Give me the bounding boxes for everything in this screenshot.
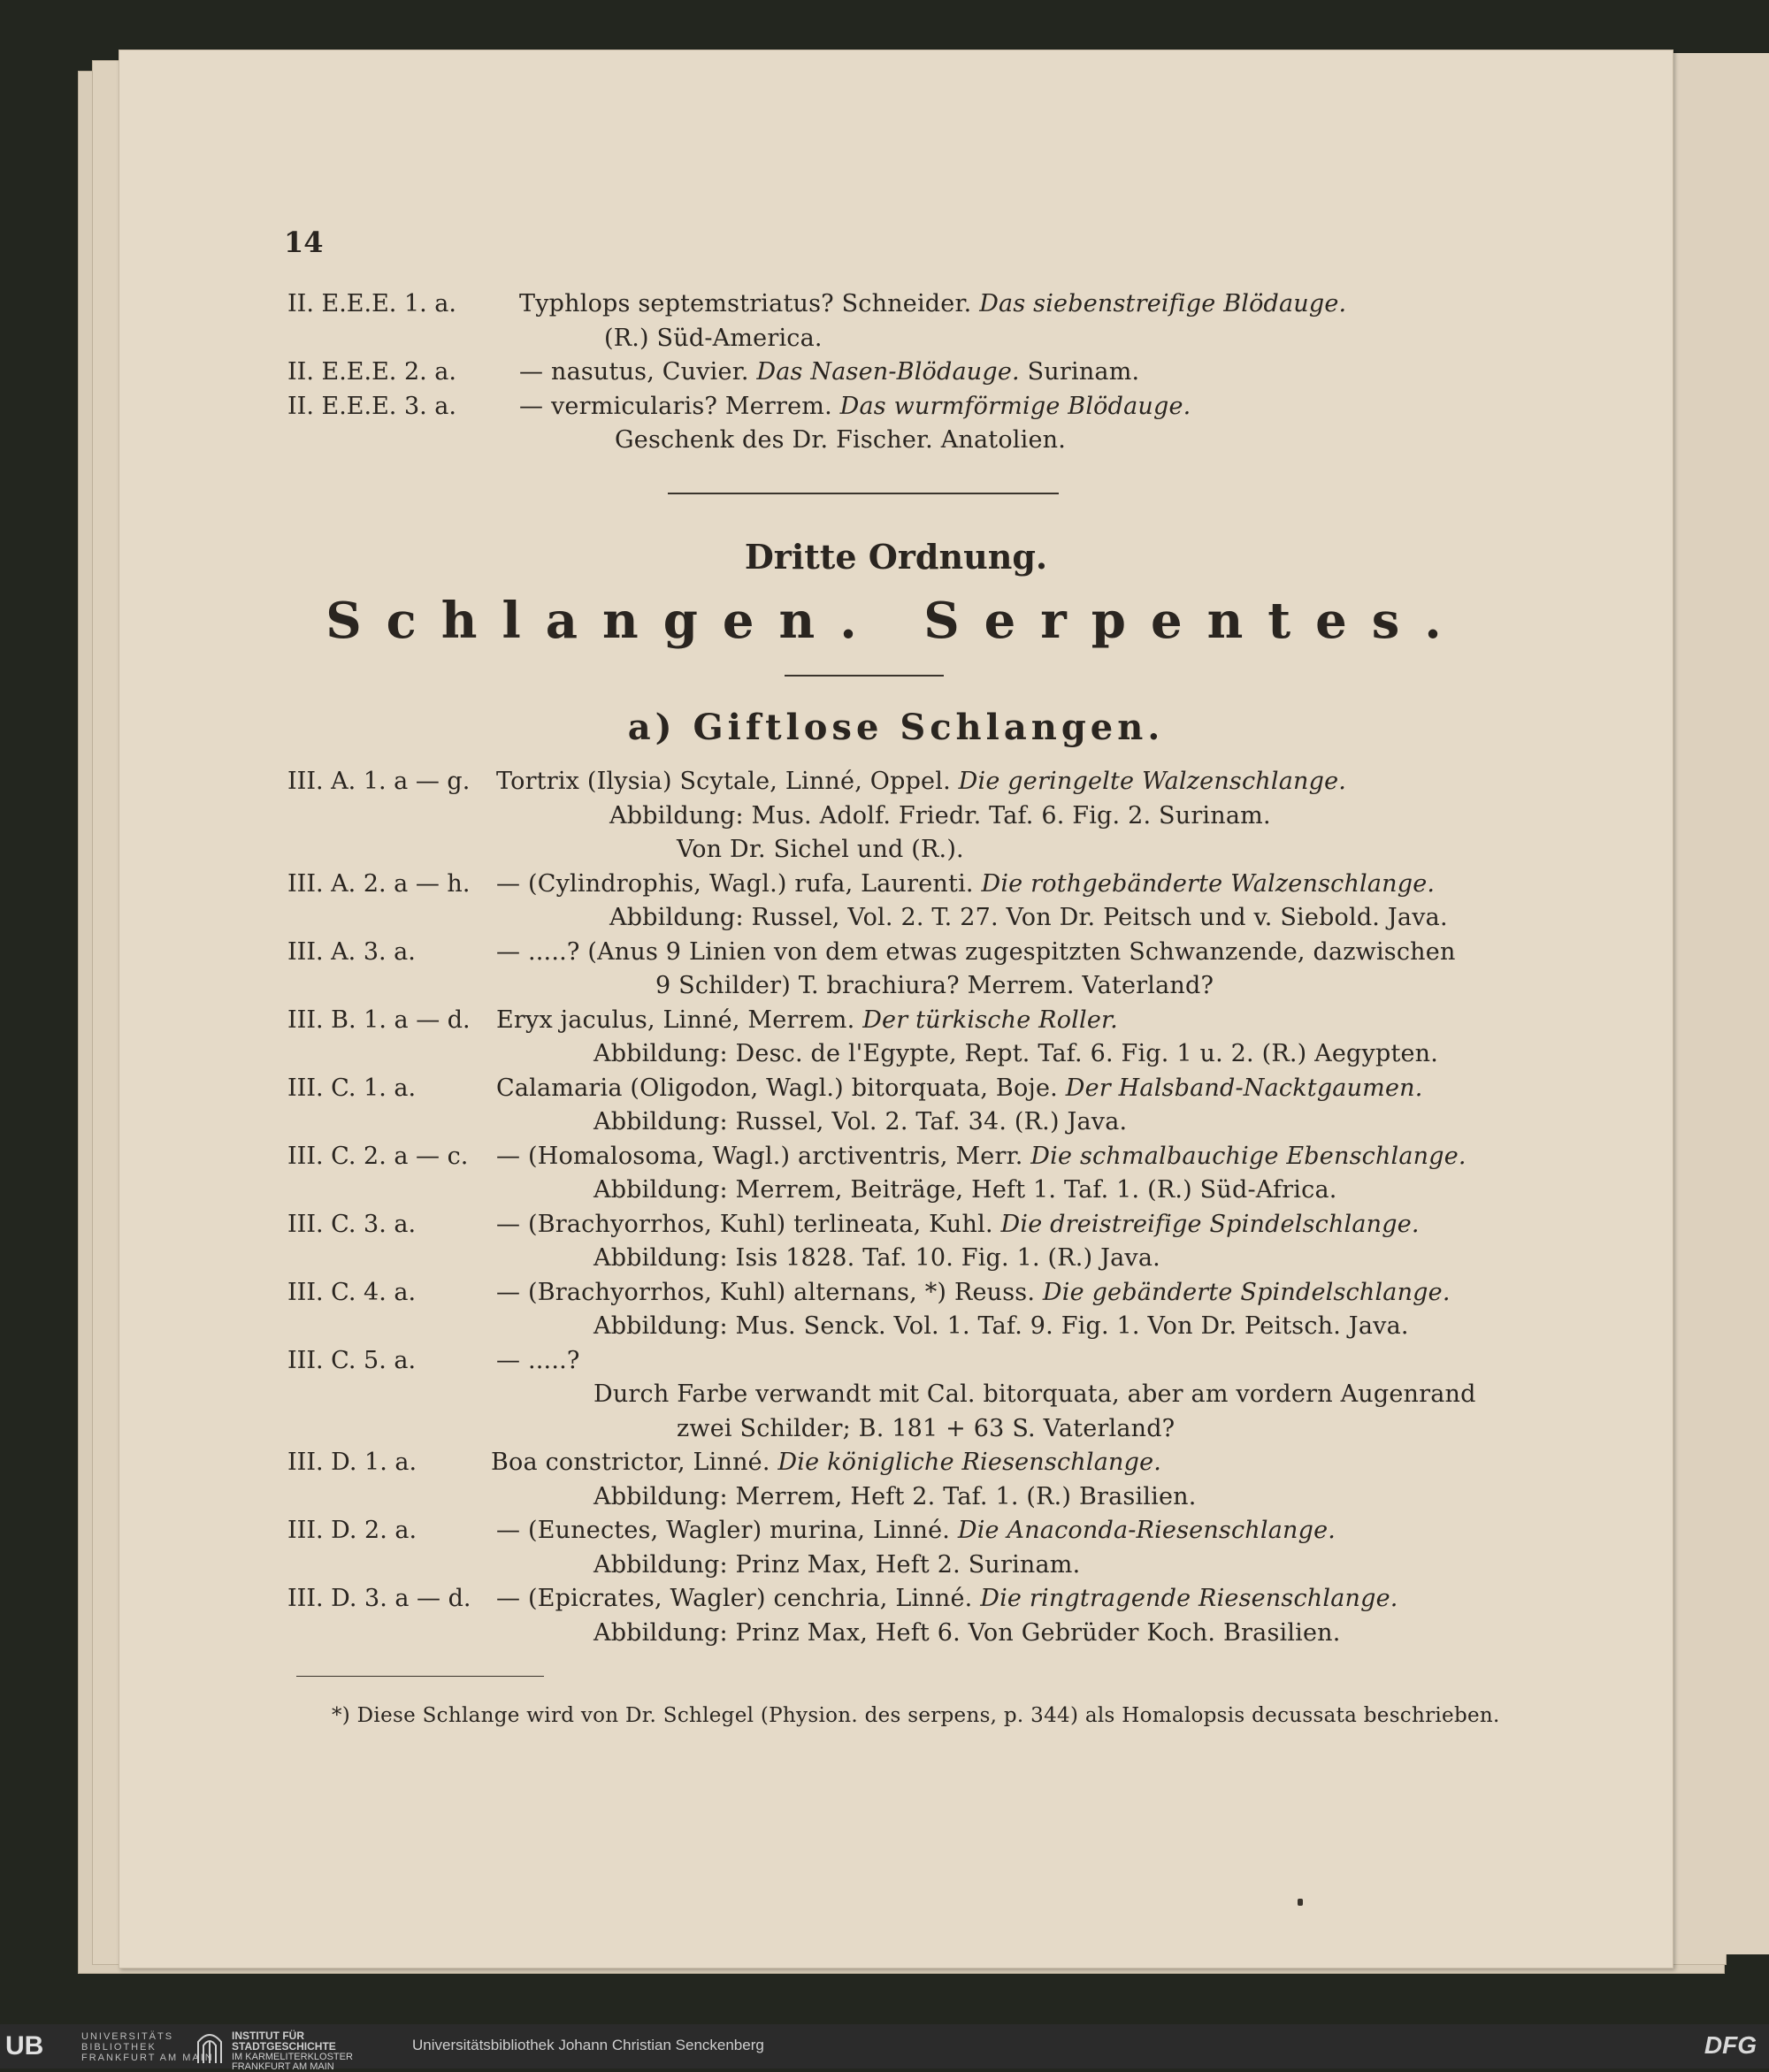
common-name: Das siebenstreifige Blödauge. — [979, 290, 1347, 317]
page-number: 14 — [284, 226, 324, 259]
entry-detail-line — [593, 1482, 1197, 1512]
entry-code: III. C. 1. a. — [287, 1074, 417, 1102]
entry-detail-line — [609, 903, 1448, 933]
entry-code: III. A. 1. a — g. — [287, 768, 471, 795]
entry-text: — (Cylindrophis, Wagl.) rufa, Laurenti. — [496, 869, 982, 898]
ub-logo-subtitle: UNIVERSITÄTS BIBLIOTHEK FRANKFURT AM MAIN — [81, 2031, 214, 2063]
scanned-page — [119, 50, 1673, 1969]
entry-species-line — [519, 392, 1191, 422]
entry-species-line — [496, 1584, 1398, 1614]
entry-detail-line — [677, 1414, 1175, 1444]
big-title: Schlangen. Serpentes. — [325, 592, 1467, 650]
common-name: Die ringtragende Riesenschlange. — [980, 1585, 1398, 1612]
common-name: Die Anaconda-Riesenschlange. — [957, 1517, 1336, 1544]
entry-code: II. E.E.E. 1. a. — [287, 290, 456, 317]
entry-text: Abbildung: Mus. Senck. Vol. 1. Taf. 9. Fig. 1. Von Dr. Peitsch. Java. — [593, 1312, 1409, 1340]
entry-text: Durch Farbe verwandt mit Cal. bitorquata, aber am vordern Augenrand — [593, 1380, 1476, 1408]
entry-detail-line — [593, 1311, 1409, 1342]
entry-species-line — [496, 1142, 1467, 1172]
common-name: Die schmalbauchige Ebenschlange. — [1030, 1142, 1467, 1170]
common-name: Das wurmförmige Blödauge. — [839, 392, 1191, 420]
entry-species-line — [496, 767, 1346, 797]
entry-detail-line — [609, 801, 1271, 831]
common-name: Der Halsband-Nacktgaumen. — [1065, 1074, 1423, 1102]
common-name: Die geringelte Walzenschlange. — [958, 768, 1347, 795]
entry-text: Abbildung: Merrem, Heft 2. Taf. 1. (R.) Brasilien. — [593, 1482, 1197, 1510]
entry-text: Abbildung: Prinz Max, Heft 6. Von Gebrüder Koch. Brasilien. — [593, 1618, 1341, 1647]
entry-code: III. C. 2. a — c. — [287, 1142, 469, 1170]
entry-code: III. D. 1. a. — [287, 1449, 417, 1476]
entry-code: III. C. 4. a. — [287, 1278, 417, 1306]
entry-text: Von Dr. Sichel und (R.). — [677, 836, 964, 863]
entry-code: III. A. 3. a. — [287, 937, 416, 966]
entry-detail-line — [593, 1175, 1337, 1205]
entry-text: — vermicularis? Merrem. — [519, 392, 840, 420]
entry-species-line — [519, 357, 1139, 387]
entry-text: Abbildung: Prinz Max, Heft 2. Surinam. — [593, 1550, 1081, 1579]
entry-code: III. C. 3. a. — [287, 1210, 417, 1238]
entry-text: Abbildung: Desc. de l'Egypte, Rept. Taf. 6. Fig. 1 u. 2. (R.) Aegypten. — [593, 1040, 1439, 1067]
entry-text: Abbildung: Russel, Vol. 2. Taf. 34. (R.) Java. — [593, 1108, 1128, 1135]
entry-code: III. C. 5. a. — [287, 1346, 417, 1374]
entry-species-line — [519, 289, 1346, 319]
entry-detail-line — [593, 1107, 1127, 1137]
entry-text: Abbildung: Mus. Adolf. Friedr. Taf. 6. Fig. 2. Surinam. — [609, 801, 1271, 830]
footnote-rule — [296, 1676, 544, 1677]
entry-species-line — [496, 1210, 1420, 1240]
entry-code: II. E.E.E. 2. a. — [287, 358, 456, 386]
entry-detail-line — [604, 324, 823, 354]
common-name: Die rothgebänderte Walzenschlange. — [981, 869, 1436, 898]
entry-code: III. D. 2. a. — [287, 1517, 417, 1544]
ink-speck — [1298, 1899, 1303, 1906]
entry-species-line — [496, 1346, 580, 1376]
entry-text: Typhlops septemstriatus? Schneider. — [519, 290, 980, 317]
entry-text: Abbildung: Russel, Vol. 2. T. 27. Von Dr. Peitsch und v. Siebold. Java. — [609, 904, 1448, 931]
entry-code: III. D. 3. a — d. — [287, 1585, 471, 1612]
entry-detail-line — [593, 1039, 1438, 1069]
entry-text: — .....? (Anus 9 Linien von dem etwas zugespitzten Schwanzende, dazwischen — [496, 937, 1456, 966]
dfg-logo: DFG — [1704, 2031, 1757, 2059]
common-name: Das Nasen-Blödauge. — [756, 358, 1020, 386]
entry-detail-line — [677, 835, 964, 865]
entry-text: — (Homalosoma, Wagl.) arctiventris, Merr. — [496, 1142, 1031, 1170]
entry-text: — (Brachyorrhos, Kuhl) terlineata, Kuhl. — [496, 1210, 1001, 1238]
entry-text: — (Epicrates, Wagler) cenchria, Linné. — [496, 1585, 981, 1612]
entry-detail-line — [593, 1243, 1160, 1273]
footnote: *) Diese Schlange wird von Dr. Schlegel (Physion. des serpens, p. 344) als Homalopsis decussata beschrieben. — [332, 1704, 1500, 1727]
entry-text: zwei Schilder; B. 181 + 63 S. Vaterland? — [677, 1414, 1176, 1442]
entry-species-line — [496, 1005, 1118, 1036]
entry-text: Calamaria (Oligodon, Wagl.) bitorquata, Boje. — [496, 1074, 1066, 1102]
section-divider-long — [668, 493, 1059, 494]
entry-text: — (Eunectes, Wagler) murina, Linné. — [496, 1517, 958, 1544]
entry-text: — (Brachyorrhos, Kuhl) alternans, *) Reuss. — [496, 1278, 1043, 1306]
common-name: Die dreistreifige Spindelschlange. — [1000, 1210, 1420, 1238]
entry-text: Surinam. — [1019, 358, 1140, 386]
entry-text: Tortrix (Ilysia) Scytale, Linné, Oppel. — [496, 768, 959, 795]
entry-text: — .....? — [496, 1346, 580, 1374]
entry-text: Eryx jaculus, Linné, Merrem. — [496, 1005, 863, 1034]
ub-logo: UB — [5, 2031, 44, 2061]
common-name: Der türkische Roller. — [862, 1005, 1118, 1034]
entry-code: III. A. 2. a — h. — [287, 869, 471, 898]
common-name: Die gebänderte Spindelschlange. — [1042, 1278, 1451, 1306]
entry-species-line — [496, 1278, 1451, 1308]
library-name: Universitätsbibliothek Johann Christian Senckenberg — [412, 2037, 764, 2053]
entry-detail-line — [593, 1550, 1080, 1580]
entry-text: Abbildung: Merrem, Beiträge, Heft 1. Taf. 1. (R.) Süd-Africa. — [593, 1176, 1337, 1204]
entry-detail-line — [655, 971, 1214, 1001]
entry-detail-line — [593, 1380, 1476, 1410]
entry-detail-line — [615, 425, 1066, 455]
entry-text: (R.) Süd-America. — [604, 324, 823, 352]
entry-text: — nasutus, Cuvier. — [519, 358, 757, 386]
section-divider-short — [785, 675, 944, 677]
isg-arch-icon — [196, 2030, 223, 2063]
entry-species-line — [496, 1516, 1336, 1546]
subsection-title: a) Giftlose Schlangen. — [627, 707, 1165, 748]
common-name: Die königliche Riesenschlange. — [777, 1449, 1162, 1476]
entry-species-line — [496, 869, 1435, 899]
entry-text: Geschenk des Dr. Fischer. Anatolien. — [615, 426, 1067, 454]
entry-species-line — [491, 1448, 1161, 1478]
entry-text: Abbildung: Isis 1828. Taf. 10. Fig. 1. (R.) Java. — [593, 1244, 1160, 1272]
entry-species-line — [496, 1074, 1423, 1104]
entry-text: 9 Schilder) T. brachiura? Merrem. Vaterland? — [655, 972, 1214, 999]
order-title: Dritte Ordnung. — [744, 537, 1048, 577]
facing-page-edge — [1670, 53, 1769, 1954]
footer-bar — [0, 2024, 1769, 2072]
entry-text: Boa constrictor, Linné. — [491, 1449, 778, 1476]
isg-logo-subtitle: INSTITUT FÜR STADTGESCHICHTE IM KARMELITERKLOSTER FRANKFURT AM MAIN — [232, 2030, 353, 2072]
entry-code: III. B. 1. a — d. — [287, 1005, 471, 1034]
entry-species-line — [496, 937, 1456, 967]
entry-code: II. E.E.E. 3. a. — [287, 392, 456, 420]
page-text — [119, 50, 1673, 1968]
entry-detail-line — [593, 1618, 1341, 1648]
